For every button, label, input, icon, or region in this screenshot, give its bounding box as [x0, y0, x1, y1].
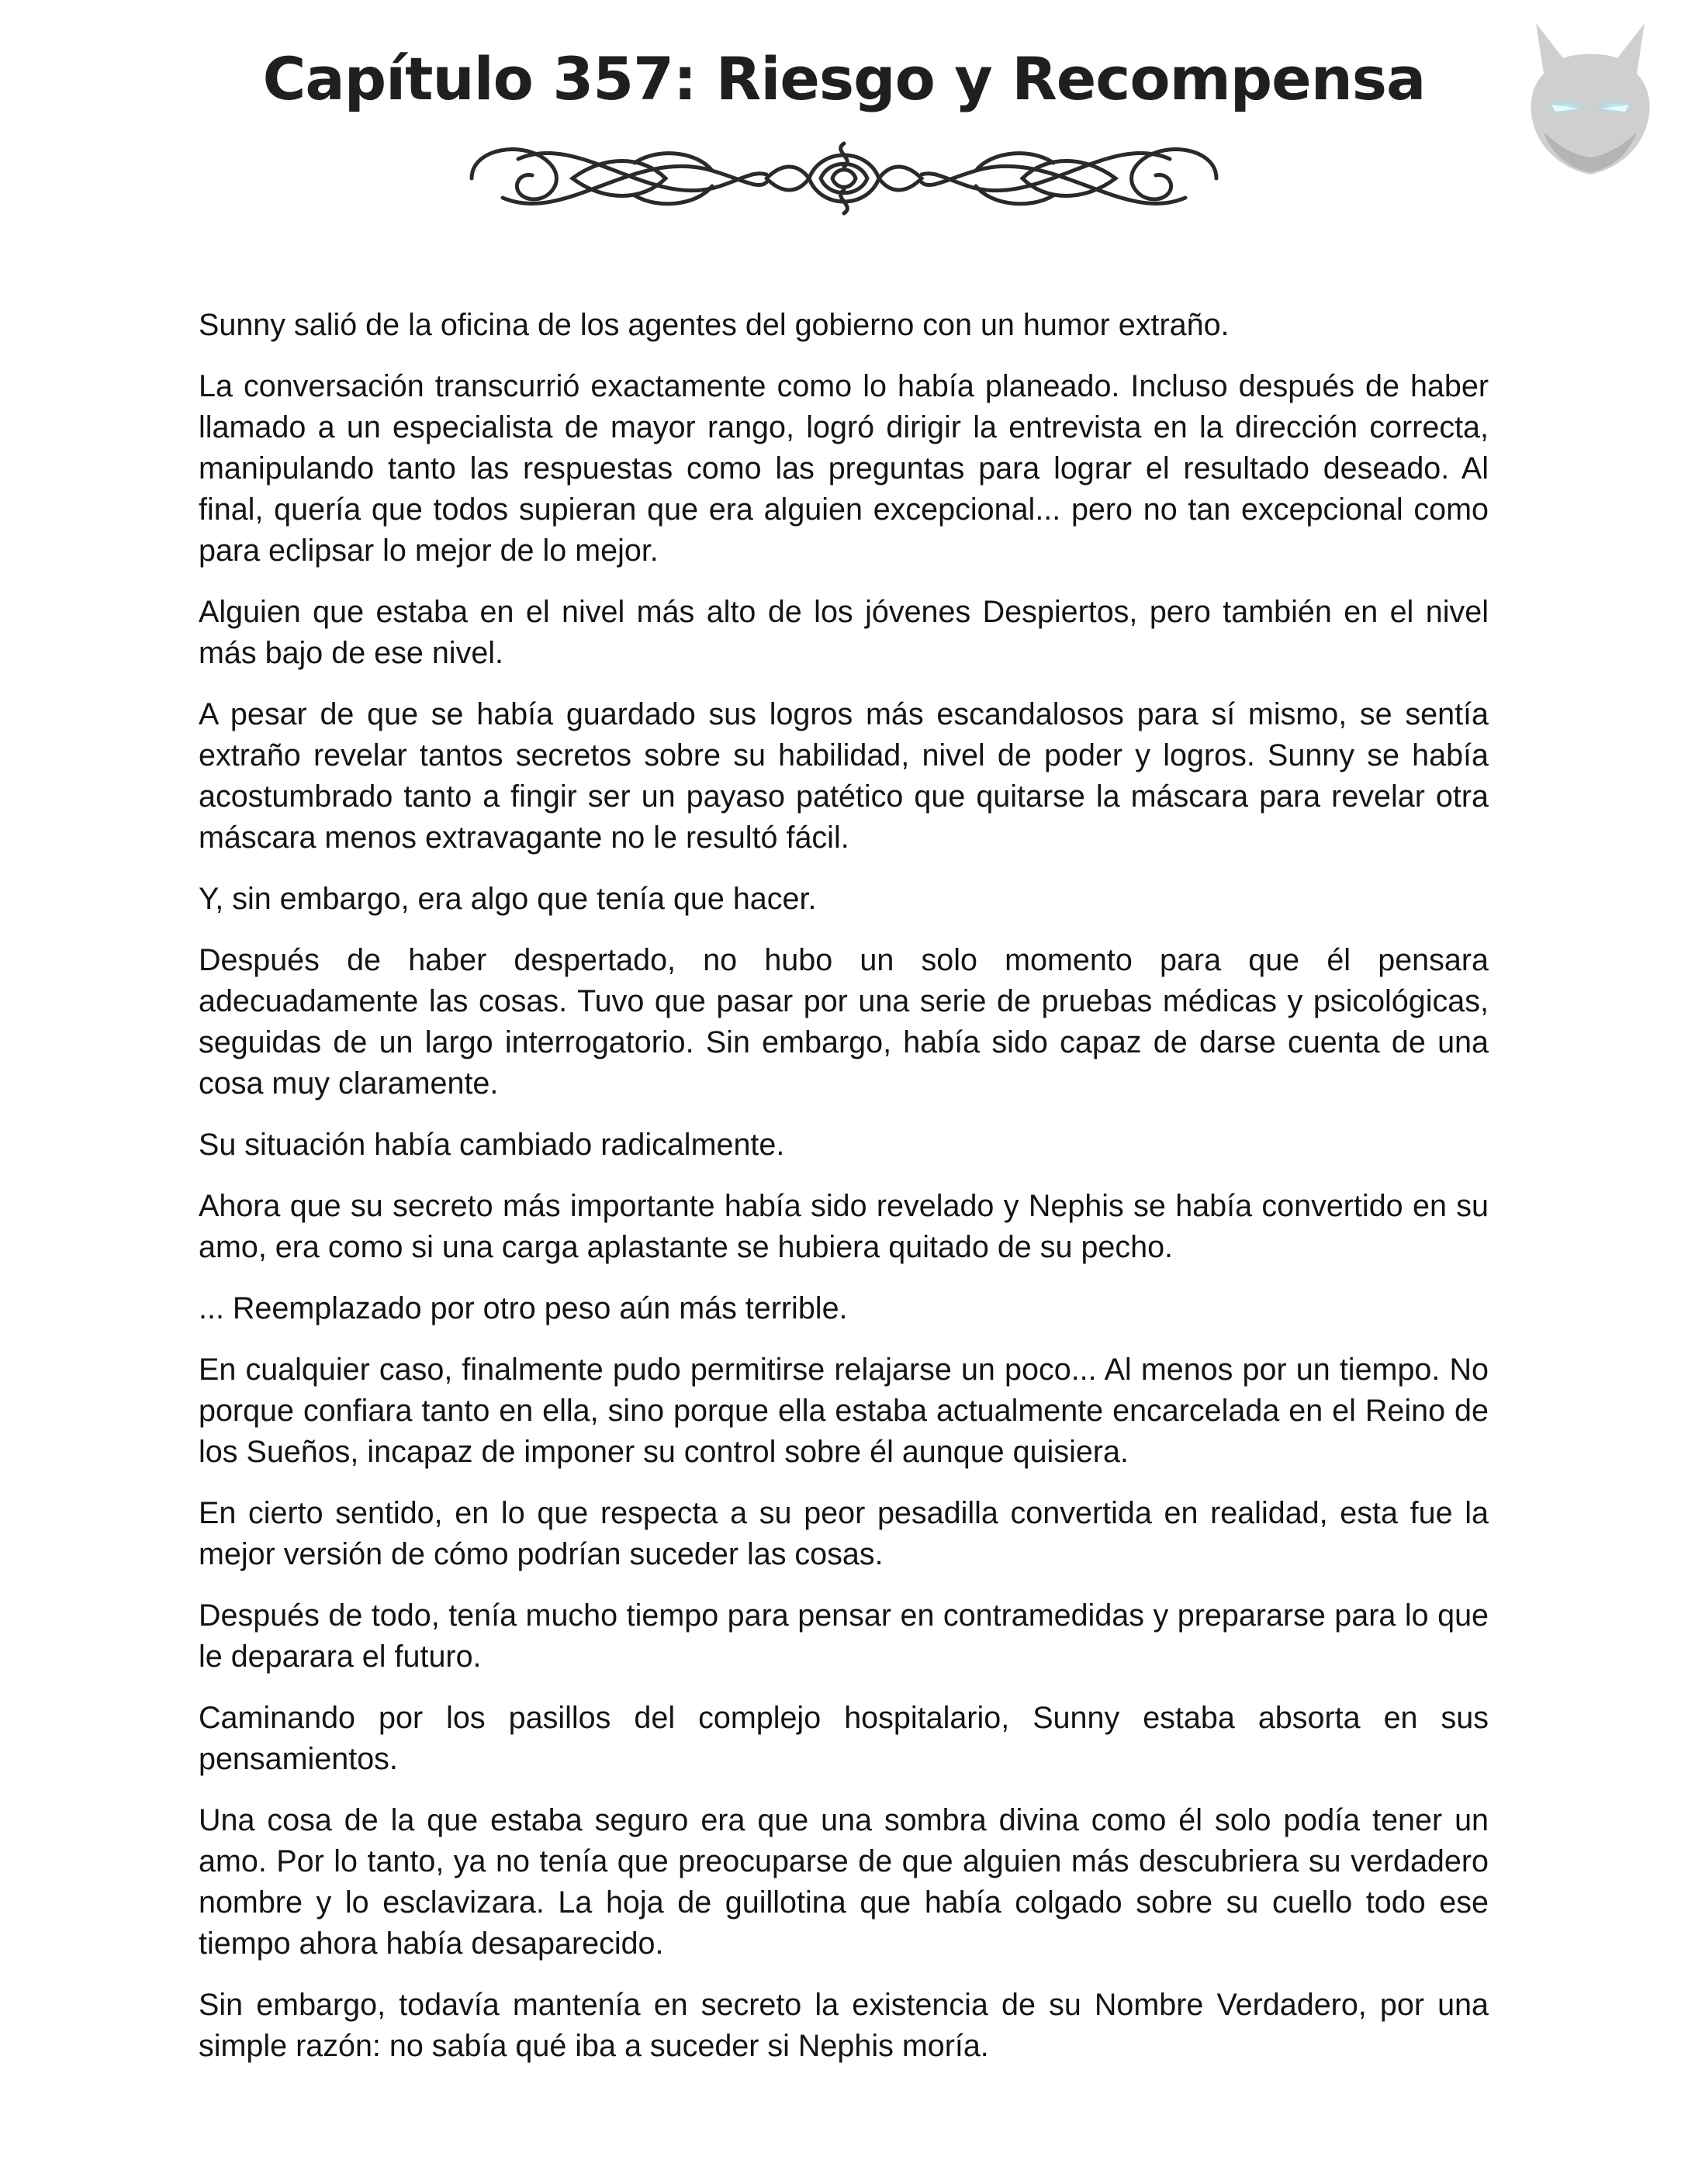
- paragraph: Y, sin embargo, era algo que tenía que hacer.: [199, 882, 817, 916]
- paragraph: En cierto sentido, en lo que respecta a su peor pesadilla convertida en realidad, esta fue la mejor versión de cómo podrían suceder las cosas.: [199, 1496, 1489, 1571]
- chapter-body: [199, 305, 1489, 2087]
- paragraph: Ahora que su secreto más importante había sido revelado y Nephis se había convertido en su amo, era como si una carga aplastante se hubiera quitado de su pecho.: [199, 1189, 1489, 1264]
- paragraph: Su situación había cambiado radicalmente.: [199, 1128, 785, 1162]
- decorative-flourish-divider-icon: [456, 124, 1232, 233]
- paragraph: Sunny salió de la oficina de los agentes del gobierno con un humor extraño.: [199, 308, 1230, 342]
- demon-mask-logo-icon: [1520, 16, 1660, 178]
- paragraph: En cualquier caso, finalmente pudo permitirse relajarse un poco... Al menos por un tiempo. No porque confiara tanto en ella, sino porque ella estaba actualmente encarcelada en el Reino de los Sueños, incapaz de imponer su control sobre él aunque quisiera.: [199, 1353, 1489, 1469]
- paragraph: A pesar de que se había guardado sus logros más escandalosos para sí mismo, se sentía extraño revelar tantos secretos sobre su habilidad, nivel de poder y logros. Sunny se había acostumbrado tanto a fingir ser un payaso patético que quitarse la máscara para revelar otra máscara menos extravagante no le resultó fácil.: [199, 697, 1489, 855]
- paragraph: Caminando por los pasillos del complejo hospitalario, Sunny estaba absorta en sus pensamientos.: [199, 1701, 1489, 1776]
- chapter-title: Capítulo 357: Riesgo y Recompensa: [262, 44, 1426, 113]
- paragraph: ... Reemplazado por otro peso aún más terrible.: [199, 1291, 848, 1325]
- paragraph: Una cosa de la que estaba seguro era que una sombra divina como él solo podía tener un amo. Por lo tanto, ya no tenía que preocuparse de que alguien más descubriera su verdadero nombre y lo esclavizara. La hoja de guillotina que había colgado sobre su cuello todo ese tiempo ahora había desaparecido.: [199, 1803, 1489, 1961]
- paragraph: Después de haber despertado, no hubo un solo momento para que él pensara adecuadamente las cosas. Tuvo que pasar por una serie de pruebas médicas y psicológicas, seguidas de un largo interrogatorio. Sin embargo, había sido capaz de darse cuenta de una cosa muy claramente.: [199, 943, 1489, 1101]
- paragraph: Sin embargo, todavía mantenía en secreto la existencia de su Nombre Verdadero, por una simple razón: no sabía qué iba a suceder si Nephis moría.: [199, 1988, 1489, 2063]
- paragraph: La conversación transcurrió exactamente como lo había planeado. Incluso después de haber llamado a un especialista de mayor rango, logró dirigir la entrevista en la dirección correcta, manipulando tanto las respuestas como las preguntas para lograr el resultado deseado. Al final, quería que todos supieran que era alguien excepcional... pero no tan excepcional como para eclipsar lo mejor de lo mejor.: [199, 369, 1489, 568]
- paragraph: Alguien que estaba en el nivel más alto de los jóvenes Despiertos, pero también en el nivel más bajo de ese nivel.: [199, 595, 1489, 670]
- paragraph: Después de todo, tenía mucho tiempo para pensar en contramedidas y prepararse para lo que le deparara el futuro.: [199, 1598, 1489, 1674]
